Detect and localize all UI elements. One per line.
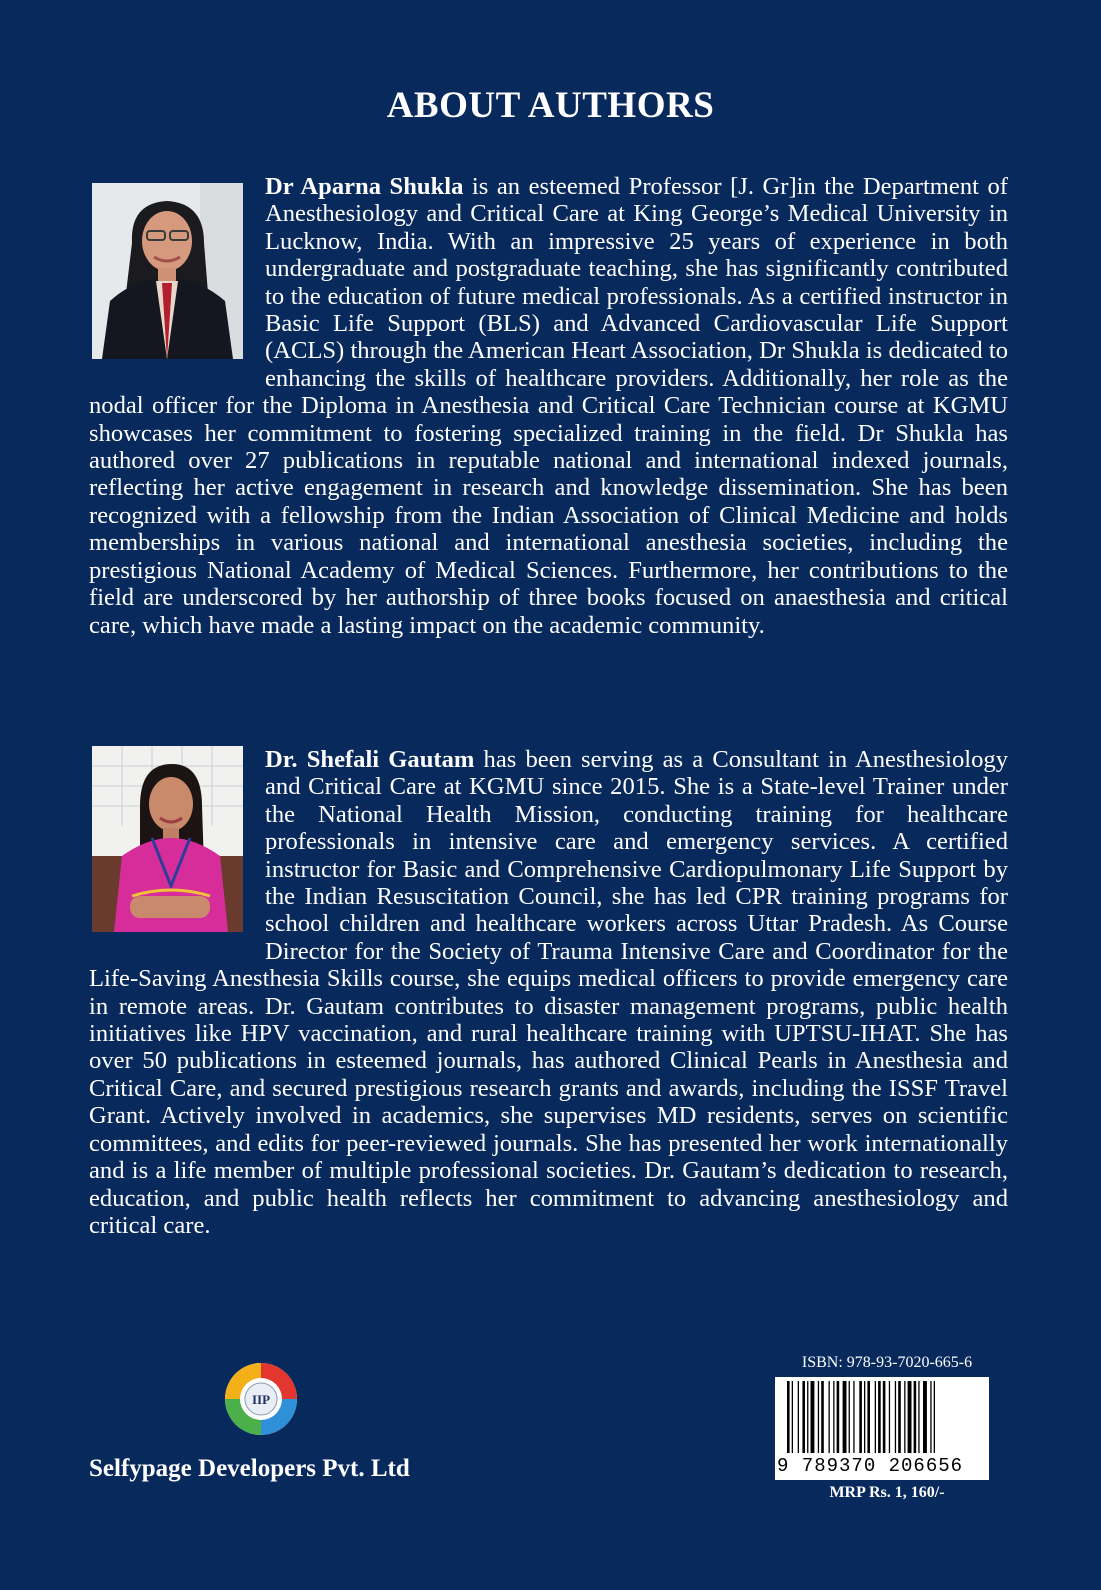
author-bio-text: is an esteemed Professor [J. Gr]in the Department of Anesthesiology and Critical Care at King George’s Medical University in Lucknow, India. With an impressive 25 years of experience in both undergraduate and postgraduate teaching, she has significantly contributed to the education of future medical professionals. As a certified instructor in Basic Life Support (BLS) and Advanced Cardiovascular Life Support (ACLS) through the American Heart Association, Dr Shukla is dedicated to enhancing the skills of healthcare providers. Additionally, her role as the nodal officer for the Diploma in Anesthesia and Critical Care Technician course at KGMU showcases her commitment to fostering specialized training in the field. Dr Shukla has authored over 27 publications in reputable national and international indexed journals, reflecting her active engagement in research and knowledge dissemination. She has been recognized with a fellowship from the Indian Association of Clinical Medicine and holds memberships in various national and international anesthesia societies, including the prestigious National Academy of Medical Sciences. Furthermore, her contributions to the field are underscored by her authorship of three books focused on anaesthesia and critical care, which have made a lasting impact on the academic community. <box>89 173 1008 639</box>
author-bio-aparna-shukla <box>89 173 1008 639</box>
author-name: Dr. Shefali Gautam <box>265 746 475 773</box>
author-bio-shefali-gautam <box>89 746 1008 1239</box>
barcode <box>775 1377 989 1480</box>
publisher-name: Selfypage Developers Pvt. Ltd <box>89 1455 410 1482</box>
barcode-bars <box>775 1377 989 1457</box>
barcode-digits: 9 789370 206656 <box>777 1455 964 1477</box>
author-photo-shefali-gautam <box>92 746 243 932</box>
author-photo-aparna-shukla <box>92 183 243 359</box>
page-title: ABOUT AUTHORS <box>386 85 715 126</box>
mrp-text: MRP Rs. 1, 160/- <box>829 1484 945 1501</box>
publisher-logo <box>222 1360 300 1438</box>
publisher-logo-text: IIP <box>251 1392 271 1407</box>
author-bio-text: has been serving as a Consultant in Anesthesiology and Critical Care at KGMU since 2015. She is a State-level Trainer under the National Health Mission, conducting training for healthcare professionals in intensive care and emergency services. A certified instructor for Basic and Comprehensive Cardiopulmonary Life Support by the Indian Resuscitation Council, she has led CPR training programs for school children and healthcare workers across Uttar Pradesh. As Course Director for the Society of Trauma Intensive Care and Coordinator for the Life-Saving Anesthesia Skills course, she equips medical officers to provide emergency care in remote areas. Dr. Gautam contributes to disaster management programs, public health initiatives like HPV vaccination, and rural healthcare training with UPTSU-IHAT. She has over 50 publications in esteemed journals, has authored Clinical Pearls in Anesthesia and Critical Care, and secured prestigious research grants and awards, including the ISSF Travel Grant. Actively involved in academics, she supervises MD residents, serves on scientific committees, and edits for peer-reviewed journals. She has presented her work internationally and is a life member of multiple professional societies. Dr. Gautam’s dedication to research, education, and public health reflects her commitment to advancing anesthesiology and critical care. <box>89 746 1008 1239</box>
isbn-text: ISBN: 978-93-7020-665-6 <box>801 1354 973 1371</box>
author-name: Dr Aparna Shukla <box>265 173 464 200</box>
